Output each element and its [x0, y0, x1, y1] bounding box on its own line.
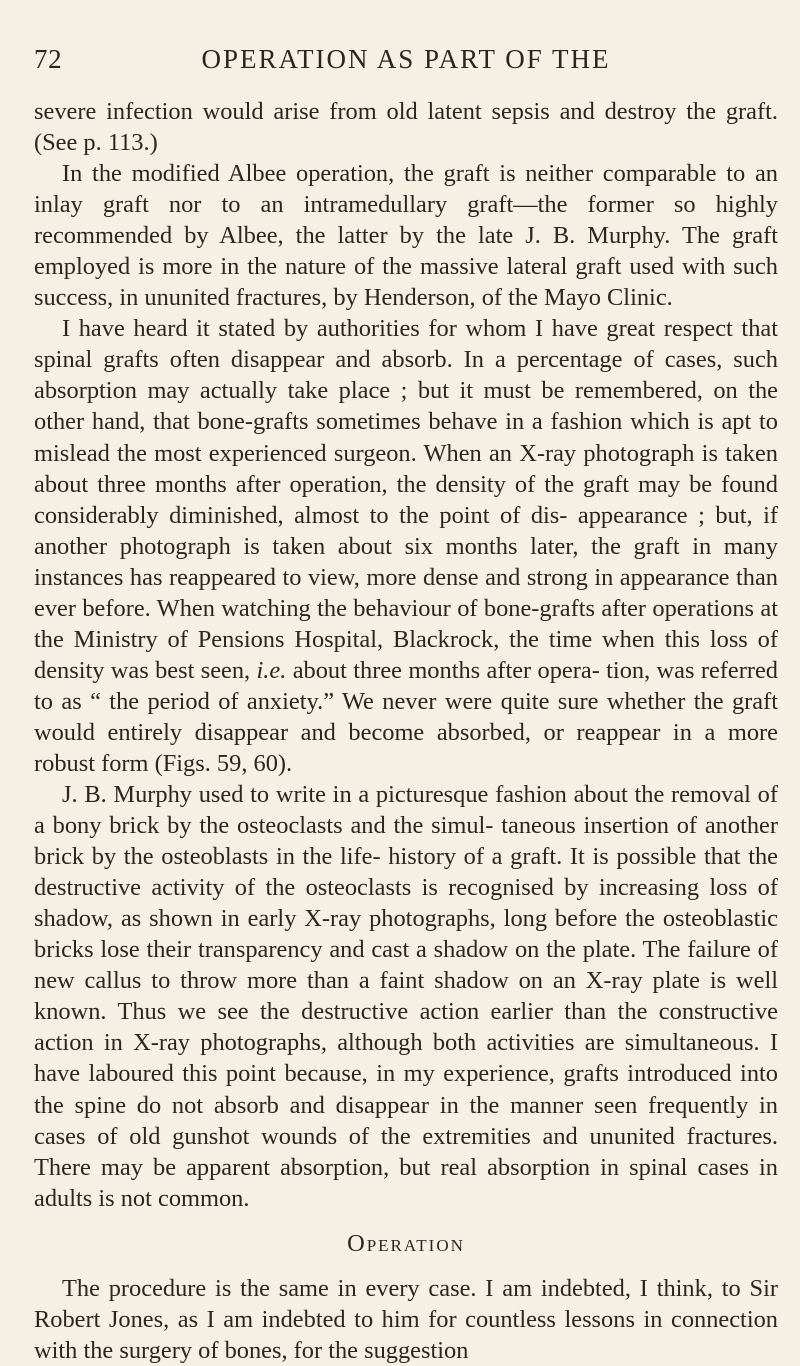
paragraph-murphy-bricks: J. B. Murphy used to write in a picturesque fashion about the removal of a bony brick by the osteoclasts and the simul- taneous insertion of another brick by the osteoblasts in the life- history of a graft. It is possible that the destructive activity of the osteoclasts is recognised by increasing loss of shadow, as shown in early X-ray photographs, long before the osteoblastic bricks lose their transparency and cast a shadow on the plate. The failure of new callus to throw more than a faint shadow on an X-ray plate is well known. Thus we see the destructive action earlier than the constructive action in X-ray photographs, although both activities are simultaneous. I have laboured this point because, in my experience, grafts introduced into the spine do not absorb and disappear in the manner seen frequently in cases of old gunshot wounds of the extremities and ununited fractures. There may be apparent absorption, but real absorption in spinal cases in adults is not common. [34, 781, 778, 1212]
paragraph-continuation: severe infection would arise from old latent sepsis and destroy the graft. (See p. 113.) [34, 98, 778, 157]
page-header [34, 34, 778, 84]
running-title: OPERATION AS PART OF THE [201, 44, 611, 74]
book-page [34, 0, 778, 1366]
paragraph-graft-absorption [34, 313, 778, 779]
paragraph-procedure: The procedure is the same in every case. I am indebted, I think, to Sir Robert Jones, as I am indebted to him for countless lessons in connection with the surgery of bones, for the suggestion [34, 1274, 778, 1364]
body-text [34, 96, 778, 1366]
italic-ie: i.e. [256, 656, 287, 684]
section-heading: Operation [347, 1229, 465, 1257]
page-number: 72 [34, 44, 63, 74]
paragraph-graft-absorption-part2: about three months after opera- tion, was referred to as “ the period of anxiety.” We never were quite sure whether the graft would entirely disappear and become absorbed, or reappear in a more robust form (Figs. 59, 60). [34, 656, 778, 777]
paragraph-albee-operation: In the modified Albee operation, the graft is neither comparable to an inlay graft nor to an intramedullary graft—the former so highly recommended by Albee, the latter by the late J. B. Murphy. The graft employed is more in the nature of the massive lateral graft used with such success, in ununited fractures, by Henderson, of the Mayo Clinic. [34, 160, 778, 312]
paragraph-graft-absorption-part1: I have heard it stated by authorities for whom I have great respect that spinal grafts often disappear and absorb. In a percentage of cases, such absorption may actually take place ; but it must be remembered, on the other hand, that bone-grafts sometimes behave in a fashion which is apt to mislead the most experienced surgeon. When an X-ray photograph is taken about three months after operation, the density of the graft may be found considerably diminished, almost to the point of dis- appearance ; but, if another photograph is taken about six months later, the graft in many instances has reappeared to view, more dense and strong in appearance than ever before. When watching the behaviour of bone-grafts after operations at the Ministry of Pensions Hospital, Blackrock, the time when this loss of density was best seen, [34, 315, 778, 684]
